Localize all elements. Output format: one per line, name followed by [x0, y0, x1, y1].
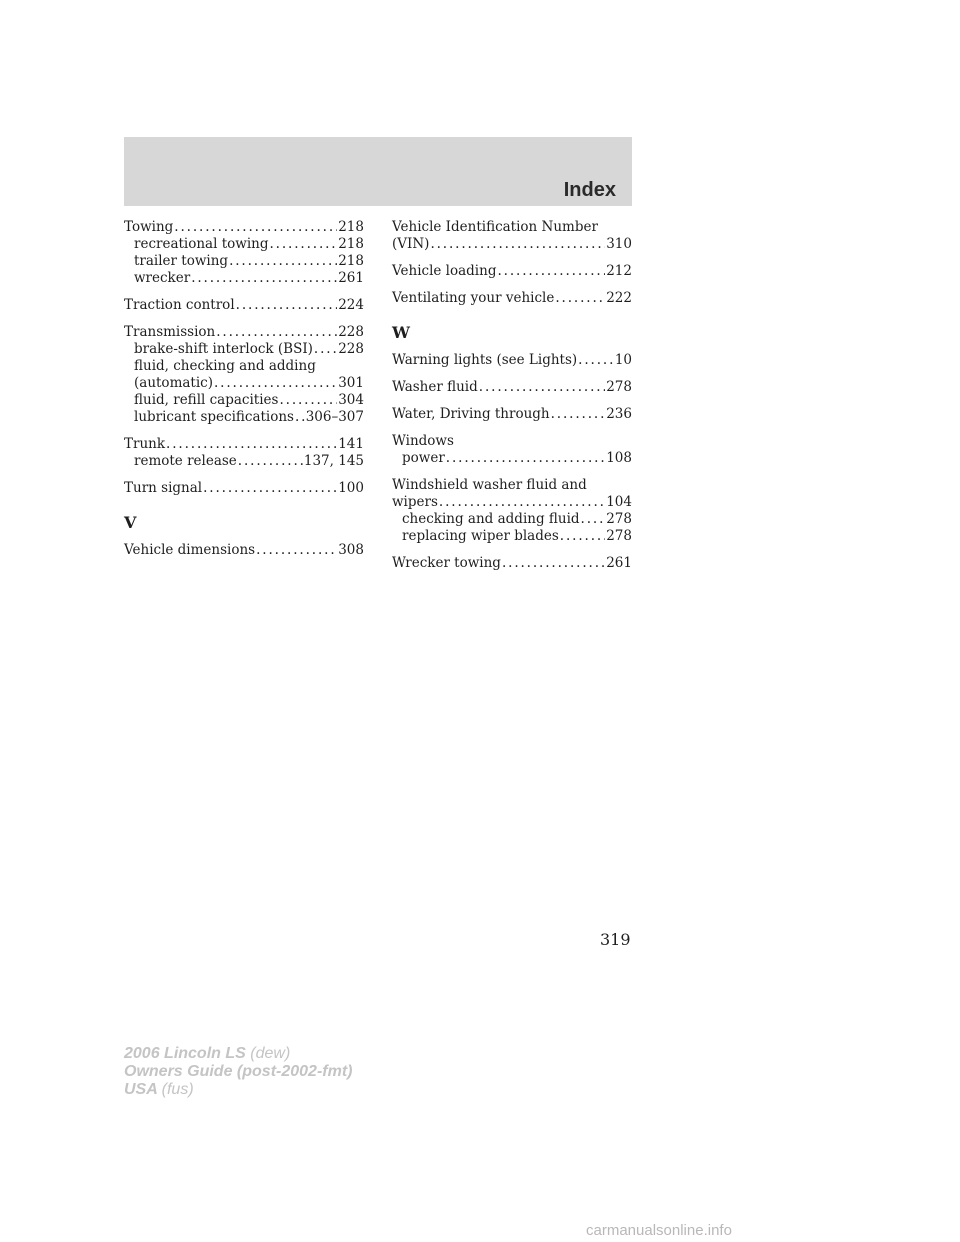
entry-label: recreational towing [134, 236, 269, 252]
entry-page: 212 [606, 263, 632, 279]
entry-label: Towing [124, 219, 174, 235]
index-entry-warning-lights [392, 352, 632, 369]
index-column-right [392, 219, 632, 572]
entry-page: 137, 145 [303, 453, 364, 469]
index-subentry-fluid-checking: fluid, checking and adding [134, 358, 316, 374]
footer-line-guide: Owners Guide (post-2002-fmt) [124, 1063, 353, 1080]
index-entry-water-driving [392, 406, 632, 423]
entry-label: Water, Driving through [392, 406, 550, 422]
index-entry-trunk [124, 436, 364, 453]
index-subentry-recreational-towing [124, 236, 364, 253]
index-entry-transmission [124, 324, 364, 341]
entry-label: Washer fluid [392, 379, 478, 395]
document-footer [124, 1045, 352, 1099]
index-subentry-windows-power [392, 450, 632, 467]
entry-page: 278 [606, 511, 632, 527]
entry-page: 224 [338, 297, 364, 313]
entry-page: 308 [338, 542, 364, 558]
watermark: carmanualsonline.info [586, 1222, 732, 1239]
entry-page: 228 [338, 341, 364, 357]
entry-label: (automatic) [134, 375, 213, 391]
index-subentry-replacing-wiper-blades [392, 528, 632, 545]
entry-label: Transmission [124, 324, 216, 340]
index-entry-vehicle-loading [392, 263, 632, 280]
entry-label: Ventilating your vehicle [392, 290, 555, 306]
index-entry-wrecker-towing [392, 555, 632, 572]
index-subentry-wrecker [124, 270, 364, 287]
entry-label: Vehicle loading [392, 263, 497, 279]
footer-line-model: 2006 Lincoln LS (dew) [124, 1045, 291, 1062]
header-band [124, 137, 632, 206]
index-subentry-lubricant-specifications [124, 409, 364, 426]
section-letter-w: W [392, 323, 410, 342]
index-subentry-trailer-towing [124, 253, 364, 270]
entry-page: 310 [606, 236, 632, 252]
entry-page: 306–307 [305, 409, 364, 425]
index-entry-windshield: Windshield washer fluid and [392, 477, 587, 493]
index-column-left [124, 219, 364, 559]
entry-label: (VIN) [392, 236, 430, 252]
entry-page: 218 [338, 253, 364, 269]
entry-label: Trunk [124, 436, 166, 452]
entry-label: replacing wiper blades [402, 528, 559, 544]
entry-page: 304 [338, 392, 364, 408]
index-entry-traction-control [124, 297, 364, 314]
entry-page: 10 [614, 352, 632, 368]
entry-page: 218 [338, 236, 364, 252]
index-entry-towing [124, 219, 364, 236]
index-subentry-brake-shift-interlock [124, 341, 364, 358]
index-entry-windows: Windows [392, 433, 454, 449]
index-subentry-remote-release [124, 453, 364, 470]
index-entry-ventilating [392, 290, 632, 307]
entry-page: 278 [606, 528, 632, 544]
entry-page: 100 [338, 480, 364, 496]
page-number: 319 [600, 930, 631, 949]
entry-label: Wrecker towing [392, 555, 501, 571]
entry-page: 222 [606, 290, 632, 306]
entry-page: 108 [606, 450, 632, 466]
entry-page: 141 [338, 436, 364, 452]
index-subentry-fluid-automatic [124, 375, 364, 392]
entry-label: trailer towing [134, 253, 229, 269]
entry-label: fluid, refill capacities [134, 392, 279, 408]
entry-page: 228 [338, 324, 364, 340]
section-letter-v: V [124, 513, 137, 532]
entry-page: 218 [338, 219, 364, 235]
entry-label: brake-shift interlock (BSI) [134, 341, 313, 357]
index-entry-washer-fluid [392, 379, 632, 396]
index-subentry-checking-adding-fluid [392, 511, 632, 528]
entry-label: wipers [392, 494, 438, 510]
entry-page: 278 [606, 379, 632, 395]
footer-line-market: USA (fus) [124, 1081, 194, 1098]
entry-page: 261 [606, 555, 632, 571]
page-title: Index [563, 179, 616, 201]
entry-label: wrecker [134, 270, 191, 286]
index-subentry-refill-capacities [124, 392, 364, 409]
index-entry-windshield-cont [392, 494, 632, 511]
index-entry-vin: Vehicle Identification Number [392, 219, 598, 235]
entry-label: Traction control [124, 297, 235, 313]
index-entry-vin-cont [392, 236, 632, 253]
entry-page: 261 [338, 270, 364, 286]
index-entry-turn-signal [124, 480, 364, 497]
entry-page: 236 [606, 406, 632, 422]
entry-label: Turn signal [124, 480, 203, 496]
entry-label: remote release [134, 453, 237, 469]
entry-label: checking and adding fluid [402, 511, 580, 527]
entry-label: Vehicle dimensions [124, 542, 256, 558]
entry-label: Warning lights (see Lights) [392, 352, 578, 368]
index-entry-vehicle-dimensions [124, 542, 364, 559]
entry-page: 301 [338, 375, 364, 391]
entry-page: 104 [606, 494, 632, 510]
entry-label: lubricant specifications [134, 409, 294, 425]
entry-label: power [402, 450, 445, 466]
